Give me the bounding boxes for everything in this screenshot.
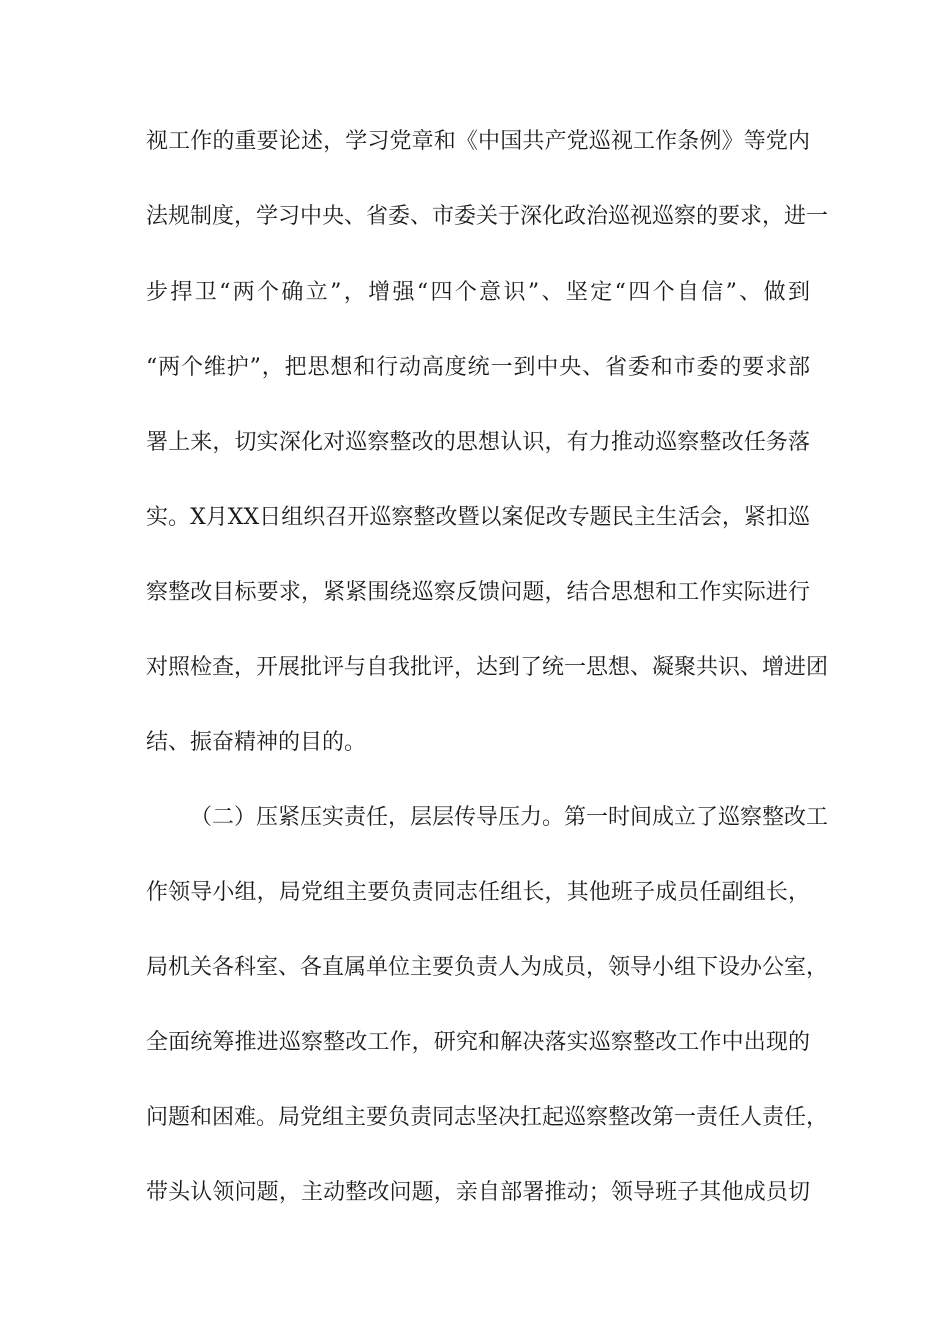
paragraph-1-line-9: 结、振奋精神的目的。	[146, 730, 367, 755]
paragraph-1-line-8: 对照检查，开展批评与自我批评，达到了统一思想、凝聚共识、增进团	[146, 655, 829, 680]
paragraph-2-line-2: 作领导小组，局党组主要负责同志任组长，其他班子成员任副组长，	[146, 880, 810, 905]
paragraph-2-line-3: 局机关各科室、各直属单位主要负责人为成员，领导小组下设办公室，	[146, 955, 829, 980]
paragraph-1-line-1: 视工作的重要论述，学习党章和《中国共产党巡视工作条例》等党内	[146, 129, 810, 154]
paragraph-1-line-4: “两个维护”，把思想和行动高度统一到中央、省委和市委的要求部	[146, 355, 810, 380]
paragraph-1-line-3: 步捍卫“两个确立”，增强“四个意识”、坚定“四个自信”、做到	[146, 280, 810, 305]
paragraph-1-line-2: 法规制度，学习中央、省委、市委关于深化政治巡视巡察的要求，进一	[146, 204, 829, 229]
paragraph-2-line-6: 带头认领问题，主动整改问题，亲自部署推动；领导班子其他成员切	[146, 1180, 810, 1205]
paragraph-2-line-5: 问题和困难。局党组主要负责同志坚决扛起巡察整改第一责任人责任，	[146, 1105, 829, 1130]
paragraph-2-line-4: 全面统筹推进巡察整改工作，研究和解决落实巡察整改工作中出现的	[146, 1030, 810, 1055]
paragraph-2-line-1: （二）压紧压实责任，层层传导压力。第一时间成立了巡察整改工	[190, 805, 829, 830]
paragraph-1-line-6: 实。X月XX日组织召开巡察整改暨以案促改专题民主生活会，紧扣巡	[146, 505, 810, 530]
paragraph-1-line-7: 察整改目标要求，紧紧围绕巡察反馈问题，结合思想和工作实际进行	[146, 580, 810, 605]
paragraph-1-line-5: 署上来，切实深化对巡察整改的思想认识，有力推动巡察整改任务落	[146, 430, 810, 455]
